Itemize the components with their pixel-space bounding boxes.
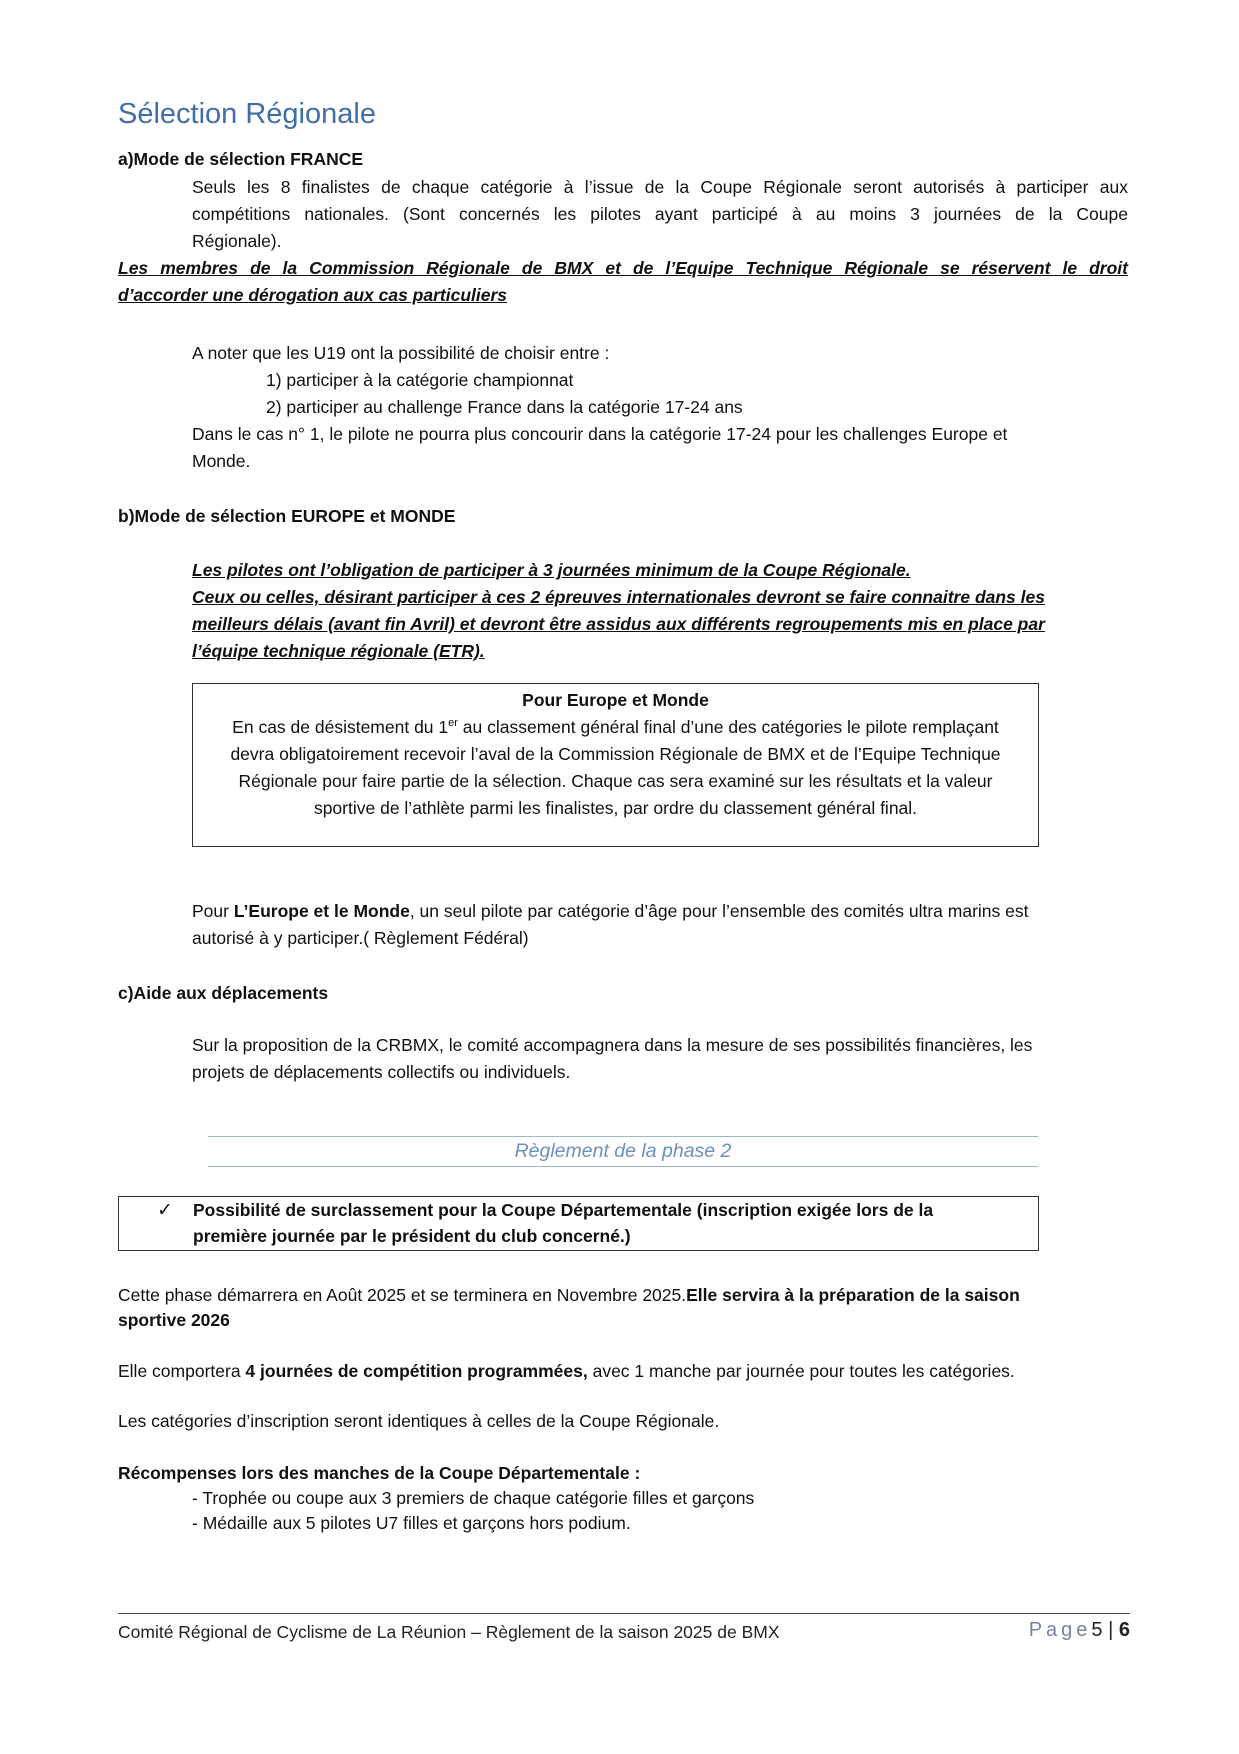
obligation-line-3: meilleurs délais (avant fin Avril) et devront être assidus aux différents regroupements mis en place par — [192, 614, 1045, 634]
box-title: Pour Europe et Monde — [522, 690, 709, 710]
phase2-rule-top — [208, 1136, 1038, 1137]
obligation-line-4: l’équipe technique régionale (ETR). — [192, 641, 485, 661]
phase2-competition: Elle comportera 4 journées de compétition programmées, avec 1 manche par journée pour toutes les catégories. — [118, 1361, 1015, 1381]
section-b-heading: b)Mode de sélection EUROPE et MONDE — [118, 506, 456, 526]
page-title: Sélection Régionale — [118, 98, 376, 130]
phase2-title: Règlement de la phase 2 — [514, 1140, 732, 1162]
page-number: Page5 | 6 — [1028, 1619, 1130, 1641]
phase2-start-line-1: Cette phase démarrera en Août 2025 et se terminera en Novembre 2025.Elle servira à la préparation de la saison — [118, 1285, 1020, 1305]
section-a-para-line-1: Seuls les 8 finalistes de chaque catégorie à l’issue de la Coupe Régionale seront autorisés à participer aux — [192, 177, 1128, 197]
section-a-para-line-2: compétitions nationales. (Sont concernés les pilotes ayant participé à au moins 3 journées de la Coupe — [192, 204, 1128, 224]
derogation-line-1: Les membres de la Commission Régionale de BMX et de l’Equipe Technique Régionale se réservent le droit — [118, 258, 1128, 278]
section-a-heading: a)Mode de sélection FRANCE — [118, 149, 364, 169]
section-c-line-2: projets de déplacements collectifs ou individuels. — [192, 1062, 571, 1082]
check-icon: ✓ — [157, 1200, 173, 1221]
option-2: 2) participer au challenge France dans la catégorie 17-24 ans — [266, 397, 743, 417]
box-line-1: En cas de désistement du 1er au classement général final d’une des catégories le pilote remplaçant — [232, 717, 999, 737]
europe-monde-box — [192, 683, 1039, 847]
box-line-2: devra obligatoirement recevoir l’aval de la Commission Régionale de BMX et de l’Equipe Technique — [230, 744, 1001, 764]
surclassement-line-1: Possibilité de surclassement pour la Coupe Départementale (inscription exigée lors de la — [193, 1200, 934, 1220]
surclassement-box — [118, 1196, 1039, 1251]
phase2-start-line-2: sportive 2026 — [118, 1310, 230, 1330]
box-line-3: Régionale pour faire partie de la sélection. Chaque cas sera examiné sur les résultats et la valeur — [238, 771, 993, 791]
section-a-para-line-3: Régionale). — [192, 231, 282, 251]
europe-line-2: autorisé à y participer.( Règlement Fédéral) — [192, 928, 529, 948]
surclassement-line-2: première journée par le président du club concerné.) — [193, 1226, 631, 1246]
case-line-1: Dans le cas n° 1, le pilote ne pourra plus concourir dans la catégorie 17-24 pour les challenges Europe et — [192, 424, 1008, 444]
reward-item-2: - Médaille aux 5 pilotes U7 filles et garçons hors podium. — [192, 1513, 631, 1533]
footer-rule — [118, 1613, 1130, 1614]
rewards-heading: Récompenses lors des manches de la Coupe Départementale : — [118, 1463, 641, 1483]
phase2-categories: Les catégories d’inscription seront identiques à celles de la Coupe Régionale. — [118, 1411, 720, 1431]
case-line-2: Monde. — [192, 451, 251, 471]
option-1: 1) participer à la catégorie championnat — [266, 370, 574, 390]
derogation-line-2: d’accorder une dérogation aux cas particuliers — [118, 285, 508, 305]
section-c-line-1: Sur la proposition de la CRBMX, le comité accompagnera dans la mesure de ses possibilités financières, les — [192, 1035, 1033, 1055]
section-c-heading: c)Aide aux déplacements — [118, 983, 329, 1003]
footer-text: Comité Régional de Cyclisme de La Réunion – Règlement de la saison 2025 de BMX — [118, 1622, 780, 1642]
u19-note: A noter que les U19 ont la possibilité de choisir entre : — [192, 343, 610, 363]
phase2-rule-bottom — [208, 1166, 1038, 1167]
box-line-4: sportive de l’athlète parmi les finalistes, par ordre du classement général final. — [313, 798, 918, 818]
reward-item-1: - Trophée ou coupe aux 3 premiers de chaque catégorie filles et garçons — [192, 1488, 755, 1508]
europe-line-1: Pour L’Europe et le Monde, un seul pilote par catégorie d’âge pour l’ensemble des comités ultra marins est — [192, 901, 1029, 921]
obligation-line-1: Les pilotes ont l’obligation de participer à 3 journées minimum de la Coupe Régionale. — [192, 560, 911, 580]
obligation-line-2: Ceux ou celles, désirant participer à ces 2 épreuves internationales devront se faire connaitre dans les — [192, 587, 1045, 607]
